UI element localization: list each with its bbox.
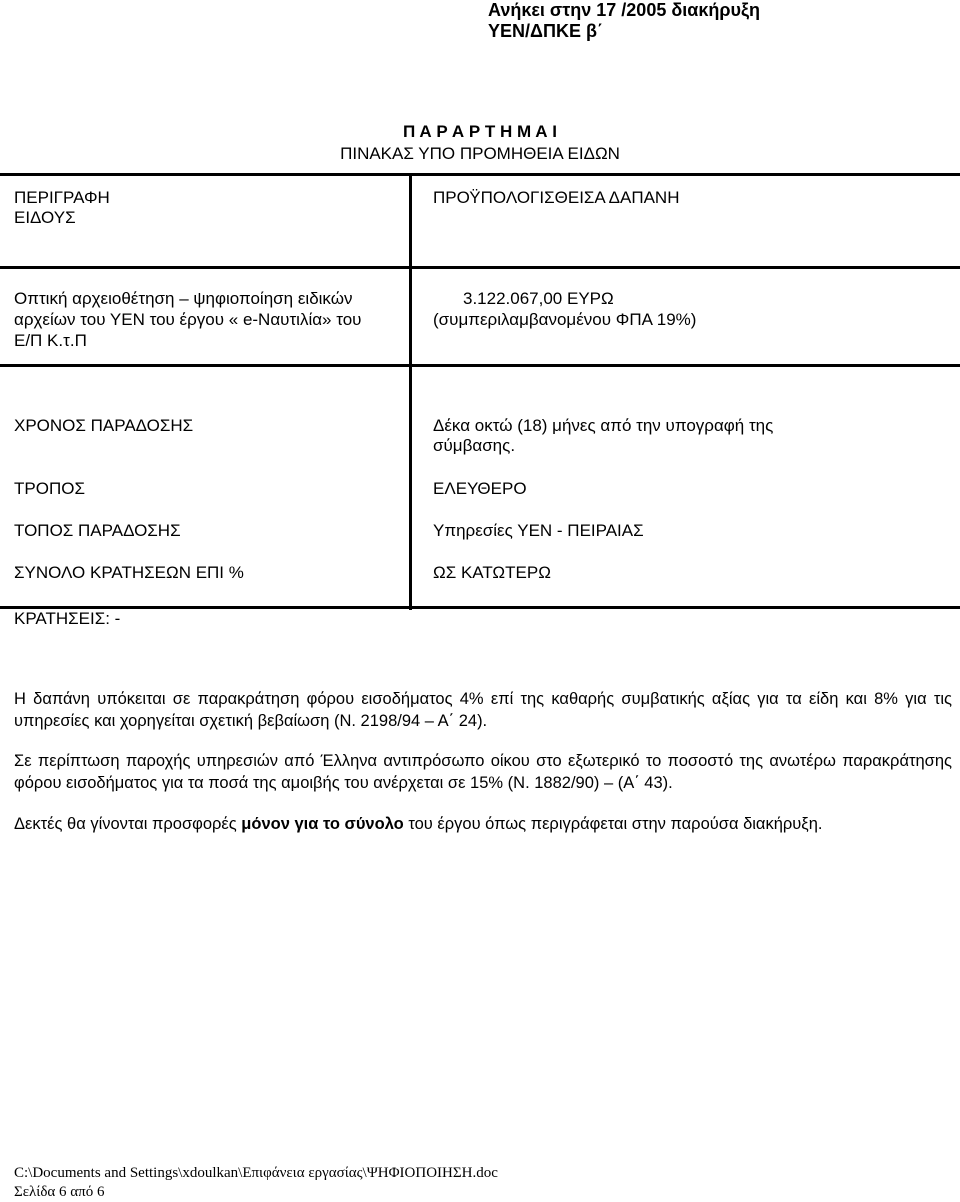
footer-file-path: C:\Documents and Settings\xdoulkan\Επιφάνεια εργασίας\ΨΗΦΙΟΠΟΙΗΣΗ.doc (14, 1165, 498, 1181)
annex-title: Π Α Ρ Α Ρ Τ Η Μ Α Ι (403, 122, 557, 141)
offers-paragraph (14, 813, 952, 835)
delivery-time-value-line-2: σύμβασης. (433, 436, 516, 455)
mode-value: ΕΛΕΥΘΕΡΟ (433, 479, 527, 498)
table-item-divider (0, 364, 960, 367)
tax-withholding-paragraph: Η δαπάνη υπόκειται σε παρακράτηση φόρου εισοδήματος 4% επί της καθαρής συμβατικής αξίας για τα είδη και 8% για τις υπηρεσίες και χορηγείται σχετική βεβαίωση (Ν. 2198/94 – Α΄ 24). (14, 690, 952, 730)
col-description-header-line-2: ΕΙΔΟΥΣ (14, 208, 76, 227)
item-description-line-2: αρχείων του ΥΕΝ του έργου « e-Ναυτιλία» του (14, 310, 362, 329)
offers-text-part-2: του έργου όπως περιγράφεται στην παρούσα διακήρυξη. (403, 815, 823, 833)
table-column-divider (409, 173, 412, 610)
item-cost-vat-note: (συμπεριλαμβανομένου ΦΠΑ 19%) (433, 310, 697, 329)
item-cost-amount: 3.122.067,00 ΕΥΡΩ (463, 289, 614, 308)
col-description-header-line-1: ΠΕΡΙΓΡΑΦΗ (14, 188, 110, 207)
deductions-label: ΚΡΑΤΗΣΕΙΣ: - (14, 609, 121, 628)
offers-text-emphasis: μόνον για το σύνολο (241, 815, 404, 833)
deductions-total-label: ΣΥΝΟΛΟ ΚΡΑΤΗΣΕΩΝ ΕΠΙ % (14, 563, 244, 582)
col-cost-header: ΠΡΟΫΠΟΛΟΓΙΣΘΕΙΣΑ ΔΑΠΑΝΗ (433, 188, 680, 207)
delivery-place-value: Υπηρεσίες ΥΕΝ - ΠΕΙΡΑΙΑΣ (433, 521, 644, 540)
foreign-representative-paragraph: Σε περίπτωση παροχής υπηρεσιών από Έλληνα αντιπρόσωπο οίκου στο εξωτερικό το ποσοστό της ανωτέρω παρακράτησης φόρου εισοδήματος για τα ποσά της αμοιβής του ανέρχεται σε 15% (Ν. 1882/90) – (Α΄ 43). (14, 752, 952, 792)
delivery-time-value-line-1: Δέκα οκτώ (18) μήνες από την υπογραφή της (433, 416, 774, 435)
header-line-1: Ανήκει στην 17 /2005 διακήρυξη (488, 0, 760, 20)
table-bottom-border (0, 606, 960, 609)
delivery-place-label: ΤΟΠΟΣ ΠΑΡΑΔΟΣΗΣ (14, 521, 181, 540)
annex-subtitle: ΠΙΝΑΚΑΣ ΥΠΟ ΠΡΟΜΗΘΕΙΑ ΕΙΔΩΝ (340, 144, 620, 163)
header-line-2: ΥΕΝ/ΔΠΚΕ β΄ (488, 21, 603, 41)
offers-text-part-1: Δεκτές θα γίνονται προσφορές (14, 815, 242, 833)
deductions-total-value: ΩΣ ΚΑΤΩΤΕΡΩ (433, 563, 551, 582)
item-description-line-1: Οπτική αρχειοθέτηση – ψηφιοποίηση ειδικών (14, 289, 353, 308)
footer-page-number: Σελίδα 6 από 6 (14, 1184, 105, 1200)
table-top-border (0, 173, 960, 176)
mode-label: ΤΡΟΠΟΣ (14, 479, 85, 498)
delivery-time-label: ΧΡΟΝΟΣ ΠΑΡΑΔΟΣΗΣ (14, 416, 194, 435)
table-header-divider (0, 266, 960, 269)
item-description-line-3: Ε/Π Κ.τ.Π (14, 331, 87, 350)
